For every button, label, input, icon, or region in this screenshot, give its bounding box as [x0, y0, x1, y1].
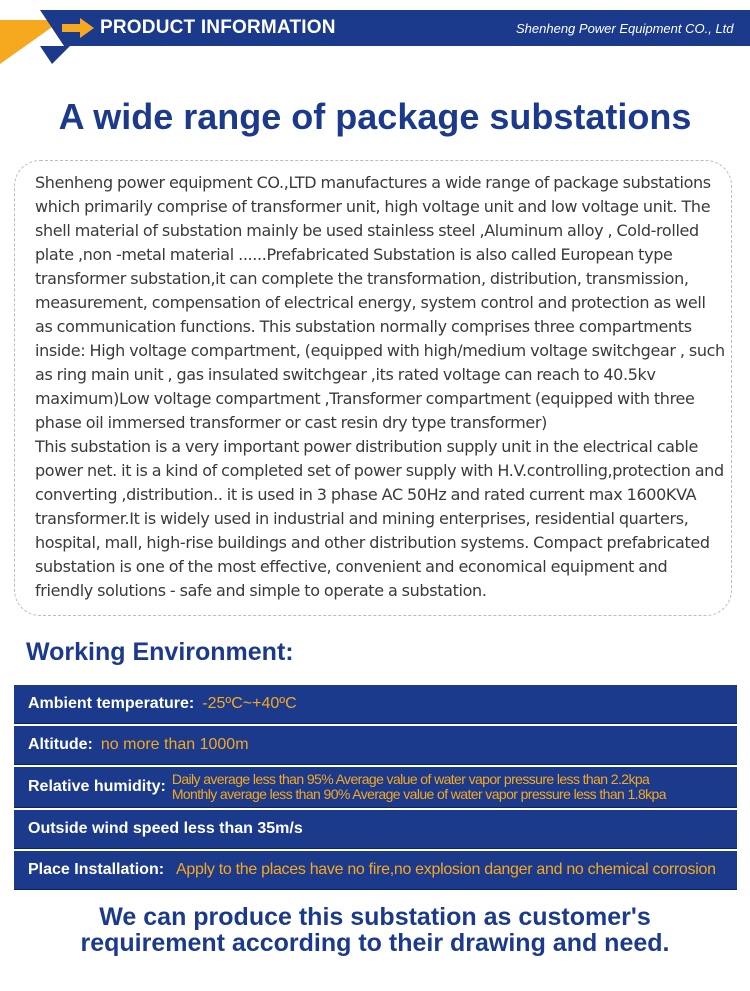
footer-line-1: We can produce this substation as customer's — [99, 903, 651, 931]
working-environment-title: Working Environment: — [26, 638, 294, 666]
company-name: Shenheng Power Equipment CO., Ltd — [516, 21, 734, 36]
environment-table — [14, 685, 737, 892]
humidity-values — [172, 772, 666, 802]
page-title: A wide range of package substations — [58, 96, 692, 137]
humidity-daily: Daily average less than 95% Average value of water vapor pressure less than 2.2kpa — [171, 771, 650, 787]
row-label: Altitude: — [28, 736, 93, 753]
wind-speed-row — [14, 810, 737, 848]
description-paragraph-1: Shenheng power equipment CO.,LTD manufactures a wide range of package substations which primarily comprise of transformer unit, high voltage unit and low voltage unit. The shell material of substation mainly be used stainless steel ,Aluminum alloy , Cold-rolled plate ,non -metal material ......Prefabricated Substation is also called European type transformer substation,it can complete the transformation, distribution, transmission, measurement, compensation of electrical energy, system control and protection as well as communication functions. This substation normally comprises three compartments inside: High voltage compartment, (equipped with high/medium voltage switchgear , such as ring main unit , gas insulated switchgear ,its rated voltage can reach to 40.5kv maximum)Low voltage compartment ,Transformer compartment (equipped with three phase oil immersed transformer or cast resin dry type transformer) — [35, 173, 725, 432]
divider-stripes — [492, 10, 512, 46]
ambient-temperature-row — [14, 685, 737, 723]
row-label: Ambient temperature: — [28, 695, 195, 712]
footer-statement — [0, 904, 750, 956]
relative-humidity-row — [14, 767, 737, 807]
footer-line-2: requirement according to their drawing and need. — [80, 929, 670, 957]
description-text — [35, 171, 725, 603]
description-paragraph-2: This substation is a very important power distribution supply unit in the electrical cable power net. it is a kind of completed set of power supply with H.V.controlling,protection and converting ,distribution.. it is used in 3 phase AC 50Hz and rated current max 1600KVA transformer.It is widely used in industrial and mining enterprises, residential quarters, hospital, mall, high-rise buildings and other distribution systems. Compact prefabricated substation is one of the most effective, convenient and economical equipment and friendly solutions - safe and simple to operate a substation. — [35, 437, 724, 600]
row-value: no more than 1000m — [100, 736, 249, 753]
altitude-row — [14, 726, 737, 764]
humidity-monthly: Monthly average less than 90% Average value of water vapor pressure less than 1.8kpa — [171, 786, 666, 802]
row-label: Place Installation: — [28, 861, 165, 878]
row-value: Apply to the places have no fire,no explosion danger and no chemical corrosion — [176, 861, 716, 878]
row-value: -25ºC~+40ºC — [202, 695, 297, 712]
arrow-right-icon — [62, 18, 94, 38]
header-banner — [0, 0, 750, 64]
place-installation-row — [14, 851, 737, 889]
section-label: PRODUCT INFORMATION — [100, 17, 336, 38]
row-label: Relative humidity: — [28, 778, 166, 795]
row-label: Outside wind speed less than 35m/s — [28, 820, 303, 837]
